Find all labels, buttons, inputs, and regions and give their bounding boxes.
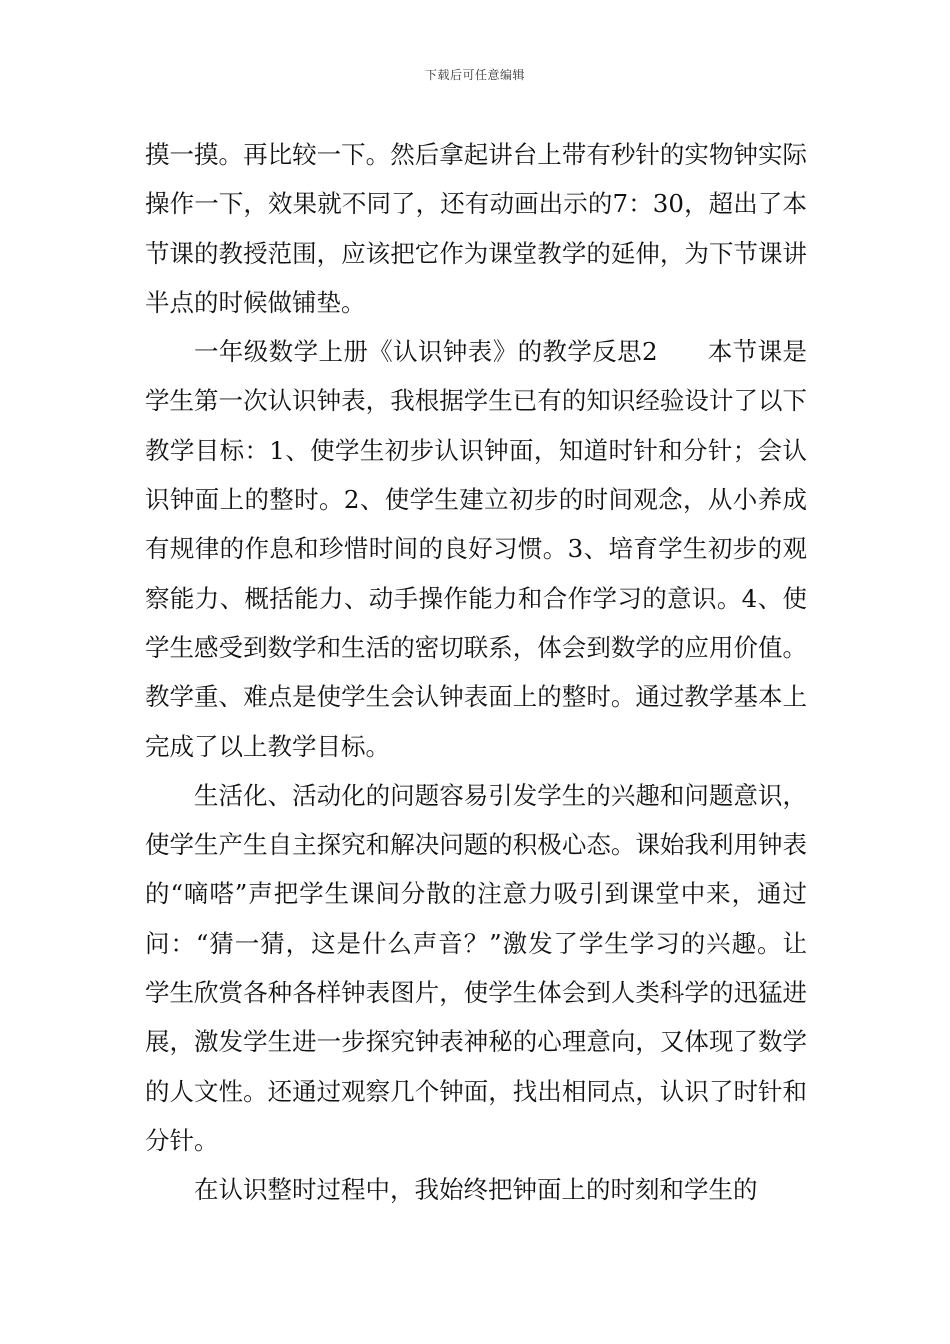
- page-header: 下载后可任意编辑: [424, 68, 525, 82]
- paragraph: 生活化、活动化的问题容易引发学生的兴趣和问题意识，使学生产生自主探究和解决问题的积极心态。课始我利用钟表的“嘀嗒”声把学生课间分散的注意力吸引到课堂中来，通过问：“猜一猜，这是什么声音？”激发了学生学习的兴趣。让学生欣赏各种各样钟表图片，使学生体会到人类科学的迅猛进展，激发学生进一步探究钟表神秘的心理意向，又体现了数学的人文性。还通过观察几个钟面，找出相同点，认识了时针和分针。: [145, 780, 807, 1155]
- paragraph-continued: 摸一摸。再比较一下。然后拿起讲台上带有秒针的实物钟实际操作一下，效果就不同了，还有动画出示的7：30，超出了本节课的教授范围，应该把它作为课堂教学的延伸，为下节课讲半点的时候做铺垫。: [145, 140, 807, 317]
- document-body: [145, 130, 807, 1215]
- paragraph: 一年级数学上册《认识钟表》的教学反思2 本节课是学生第一次认识钟表，我根据学生已有的知识经验设计了以下教学目标：1、使学生初步认识钟面，知道时针和分针；会认识钟面上的整时。2、使学生建立初步的时间观念，从小养成有规律的作息和珍惜时间的良好习惯。3、培育学生初步的观察能力、概括能力、动手操作能力和合作学习的意识。4、使学生感受到数学和生活的密切联系，体会到数学的应用价值。教学重、难点是使学生会认钟表面上的整时。通过教学基本上完成了以上教学目标。: [145, 337, 807, 761]
- paragraph: 在认识整时过程中，我始终把钟面上的时刻和学生的: [194, 1175, 758, 1205]
